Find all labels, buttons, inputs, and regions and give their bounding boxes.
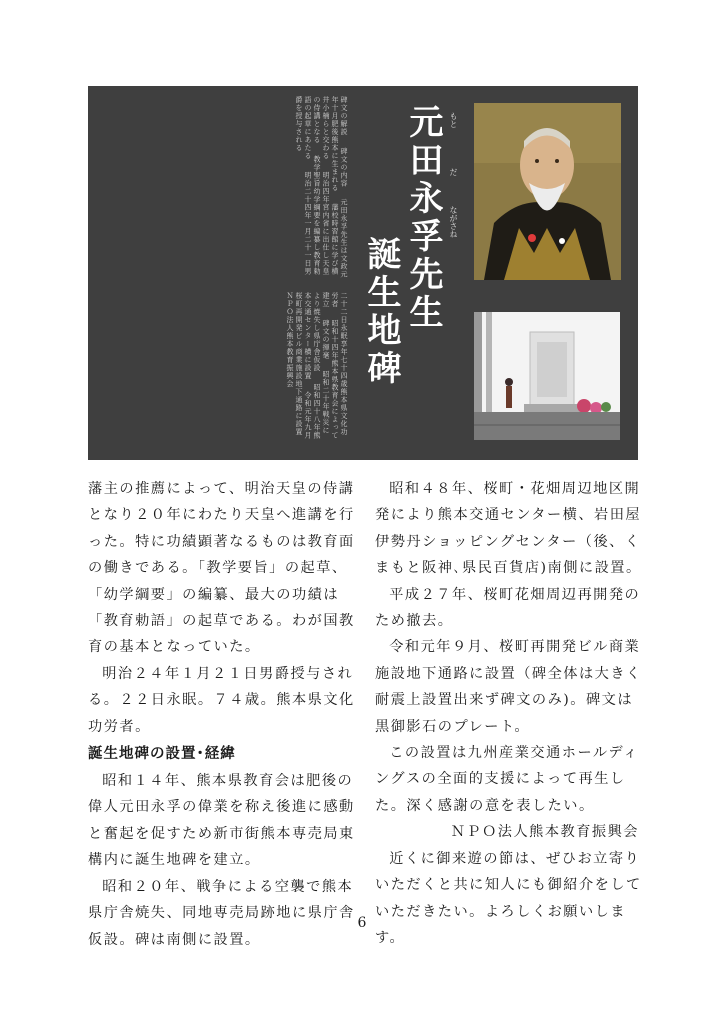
portrait-illustration	[474, 103, 621, 280]
ruby-da: だ	[449, 168, 458, 176]
section-heading: 誕生地碑の設置･経緯	[88, 746, 236, 763]
title-char: 田	[403, 142, 443, 180]
plaque-col: 令和元年九月桜町再開発ビル商業施設地下通路に設置	[295, 292, 312, 440]
page-number: 6	[357, 915, 367, 931]
title-char: 碑	[361, 350, 401, 388]
plaque-col: 元田永孚先生は文政元年十月肥後熊本に生まれる	[331, 96, 348, 279]
monument-photo-illustration	[474, 312, 620, 440]
paragraph: 近くに御来遊の節は、ぜひお立寄りいただくと共に知人にも御紹介をしていただきたい。よろしくお願いします。	[375, 850, 642, 946]
title-char: 生	[403, 294, 443, 332]
monument-photo	[474, 312, 620, 440]
plaque-col: 碑文の揮毫	[322, 319, 330, 360]
plaque-col: 昭和二十年戦災により焼失し県庁舎仮設	[313, 292, 330, 435]
portrait-painting	[474, 103, 621, 280]
paragraph: 平成２７年、桜町花畑周辺再開発のため撤去。	[375, 586, 641, 630]
plaque-col: 昭和十四年熊本県教育会によって建立	[322, 292, 339, 440]
paragraph: 昭和１４年、熊本県教育会は肥後の偉人元田永孚の偉業を称え後進に感動と奮起を促すため新市街熊本専売局東構内に誕生地碑を建立。	[88, 773, 355, 869]
title-char: 生	[361, 274, 401, 312]
title-char: 孚	[403, 218, 443, 256]
paragraph: この設置は九州産業交通ホールディングスの全面的支援によって再生した。深く感謝の意を表したい。	[375, 745, 639, 814]
plaque-text-lower	[100, 292, 348, 442]
plaque-col: 昭和四十八年熊本交通センター横に設置	[304, 292, 321, 440]
paragraph: 明治２４年１月２１日男爵授与される。２２日永眠。７４歳。熊本県文化功労者。	[88, 665, 355, 735]
title-char: 地	[361, 312, 401, 350]
paragraph: 藩主の推薦によって、明治天皇の侍講となり２０年にわたり天皇へ進講を行った。特に功績顕著なるものは教育面の働きである。「教学要旨」の起草、「幼学綱要」の編纂、最大の功績は「教育勅語」の起草である。わが国教育の基本となっていた。	[88, 481, 355, 656]
plaque-col: 碑文の解説	[340, 96, 348, 136]
plaque-col: 二十二日永眠享年七十四歳熊本県文化功労者	[331, 292, 348, 436]
plaque-col: 教学聖旨幼学綱要を編纂し教育勅語の起草にあたる	[304, 96, 321, 276]
plaque-text-upper	[100, 96, 348, 282]
plaque-col: 藩校時習館に学び横井小楠らと交わる	[322, 96, 339, 276]
title-column-left	[362, 236, 400, 388]
title-char: 永	[403, 180, 443, 218]
plaque-col: 明治四年宮内省に出仕し天皇の侍講となる	[313, 96, 330, 276]
title-column-right	[404, 104, 442, 332]
title-char: 誕	[361, 236, 401, 274]
portrait-caption	[462, 230, 468, 270]
signature: ＮＰＯ法人熊本教育振興会	[450, 824, 639, 841]
paragraph: 令和元年９月、桜町再開発ビル商業施設地下通路に設置（碑全体は大きく耐震上設置出来ず碑文のみ)。碑文は黒御影石のプレート。	[375, 639, 642, 735]
title-char: 先	[403, 256, 443, 294]
article-right-column	[375, 476, 645, 951]
paragraph: 昭和２０年、戦争による空襲で熊本県庁舎焼失、同地専売局跡地に県庁舎仮設。碑は南側に設置。	[88, 878, 355, 948]
article-left-column	[88, 476, 358, 953]
plaque-col: 碑文の内容	[340, 147, 348, 188]
paragraph: 昭和４８年、桜町・花畑周辺地区開発により熊本交通センター横、岩田屋伊勢丹ショッピングセンター（後、くまもと阪神､県民百貨店)南側に設置。	[375, 481, 642, 577]
ruby-moto: もと	[449, 112, 458, 128]
ruby-nagasane: ながさね	[449, 206, 458, 238]
plaque-col: 明治二十四年一月二十一日男爵を授与される	[295, 96, 312, 276]
plaque-col: ＮＰＯ法人熊本教育振興会	[286, 292, 294, 388]
title-char: 元	[403, 104, 443, 142]
